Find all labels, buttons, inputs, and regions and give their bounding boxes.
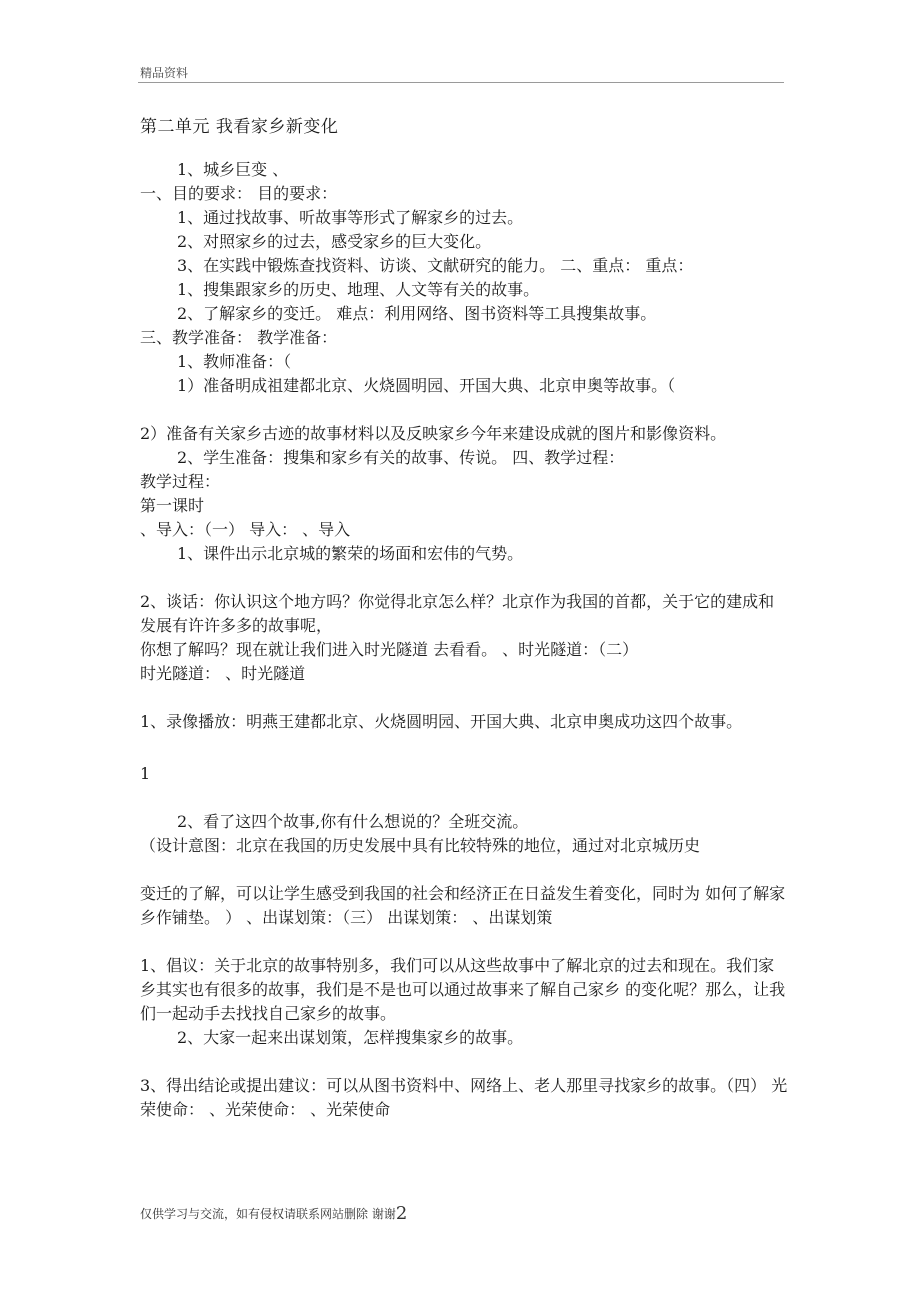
paragraph: 1、录像播放：明燕王建都北京、火烧圆明园、开国大典、北京申奥成功这四个故事。 [140, 712, 743, 731]
paragraph: 变迁的了解，可以让学生感受到我国的社会和经济正在日益发生着变化，同时为 如何了解家乡作铺垫。 ） 、出谋划策：（三） 出谋划策： 、出谋划策 [140, 884, 786, 927]
document-title: 第二单元 我看家乡新变化 [140, 117, 339, 137]
paragraph: 2、对照家乡的过去，感受家乡的巨大变化。 [177, 232, 492, 251]
paragraph: 三、教学准备： 教学准备： [140, 328, 338, 347]
paragraph: 2、看了这四个故事,你有什么想说的？全班交流。 [177, 812, 529, 831]
paragraph: 2、学生准备：搜集和家乡有关的故事、传说。 四、教学过程： [177, 448, 625, 467]
footer-text: 仅供学习与交流，如有侵权请联系网站删除 谢谢 [140, 1207, 396, 1221]
paragraph: 你想了解吗？现在就让我们进入时光隧道 去看看。 、时光隧道：（二） [140, 640, 639, 659]
lesson-heading: 第一课时 [140, 496, 205, 515]
paragraph: 3、得出结论或提出建议：可以从图书资料中、网络上、老人那里寻找家乡的故事。（四） 光荣使命： 、光荣使命： 、光荣使命 [140, 1076, 788, 1119]
paragraph: 1、教师准备：（ [177, 352, 292, 371]
footer [140, 1203, 407, 1224]
paragraph: 2、谈话：你认识这个地方吗？你觉得北京怎么样？北京作为我国的首都，关于它的建成和发展有许许多多的故事呢， [140, 592, 775, 635]
paragraph: 1、搜集跟家乡的历史、地理、人文等有关的故事。 [177, 280, 540, 299]
section-heading: 1、城乡巨变 、 [177, 160, 289, 179]
paragraph: 2、大家一起来出谋划策，怎样搜集家乡的故事。 [177, 1028, 524, 1047]
paragraph: 时光隧道： 、时光隧道 [140, 664, 306, 683]
paragraph: 1）准备明成祖建都北京、火烧圆明园、开国大典、北京申奥等故事。（ [177, 376, 676, 395]
document-body [140, 158, 790, 1122]
paragraph: 2）准备有关家乡古迹的故事材料以及反映家乡今年来建设成就的图片和影像资料。 [140, 424, 727, 443]
paragraph: 、导入：（一） 导入： 、导入 [140, 520, 351, 539]
inline-page-number: 1 [140, 764, 151, 783]
paragraph: 2、了解家乡的变迁。 难点：利用网络、图书资料等工具搜集故事。 [177, 304, 657, 323]
paragraph [140, 858, 790, 882]
header-label: 精品资料 [140, 66, 189, 80]
paragraph: 3、在实践中锻炼查找资料、访谈、文献研究的能力。 二、重点： 重点： [177, 256, 694, 275]
paragraph: （设计意图：北京在我国的历史发展中具有比较特殊的地位，通过对北京城历史 [140, 836, 701, 855]
paragraph: 1、倡议：关于北京的故事特别多，我们可以从这些故事中了解北京的过去和现在。我们家乡其实也有很多的故事，我们是不是也可以通过故事来了解自己家乡 的变化呢？那么，让我们一起动手去找找自己家乡的故事。 [140, 956, 786, 1023]
paragraph: 一、目的要求： 目的要求： [140, 184, 338, 203]
paragraph: 1、通过找故事、听故事等形式了解家乡的过去。 [177, 208, 524, 227]
paragraph: 1、课件出示北京城的繁荣的场面和宏伟的气势。 [177, 544, 524, 563]
paragraph: 教学过程： [140, 472, 221, 491]
header-rule [138, 82, 784, 83]
footer-page-number: 2 [395, 1203, 408, 1224]
